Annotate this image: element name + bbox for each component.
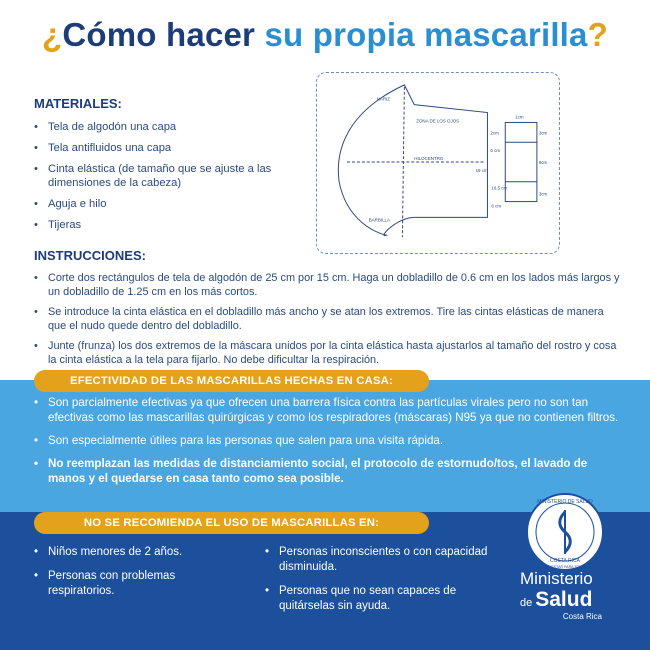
label-m3: 19 cm: [475, 167, 488, 173]
materials-heading: MATERIALES:: [34, 96, 122, 111]
list-item: • Aguja e hilo: [34, 197, 309, 211]
list-item: • Se introduce la cinta elástica en el dobladillo más ancho y se atan los extremos. Tire las cintas elásticas de manera que el nudo quede dentro del dobladillo.: [34, 305, 624, 333]
list-item: • Personas con problemas respiratorios.: [34, 569, 244, 599]
list-item: • Niños menores de 2 años.: [34, 545, 244, 560]
ministry-salud: Salud: [535, 588, 593, 611]
label-m5: 6 cm: [491, 203, 502, 209]
strap-rect: [505, 122, 537, 201]
label-hilocentro: HILOCENTRO: [414, 156, 444, 162]
no-recomienda-list-right: [265, 545, 490, 623]
mask-pattern-diagram: [316, 72, 560, 254]
label-nariz: NARIZ: [376, 96, 390, 102]
efectividad-heading: EFECTIVIDAD DE LAS MASCARILLAS HECHAS EN CASA:: [34, 370, 429, 392]
label-m1: 2cm: [490, 130, 499, 136]
seal-top-text: MINISTERIO DE SALUD: [537, 499, 593, 505]
list-item: • Junte (frunza) los dos extremos de la máscara unidos por la cinta elástica hasta ajustarlos al tamaño del rostro y cosa la cinta elástica a la tela para fijarlo. No debe dificultar la respiración.: [34, 339, 624, 367]
ministry-line-2: [520, 588, 620, 615]
label-barbilla: BARBILLA: [368, 217, 390, 223]
label-m8: 9cm: [538, 159, 548, 165]
label-zona: ZONA DE LOS OJOS: [416, 118, 460, 124]
list-item: • Personas que no sean capaces de quitárselas sin ayuda.: [265, 584, 490, 614]
ministry-country: Costa Rica: [562, 612, 602, 621]
mask-pattern-drawing: [317, 73, 559, 253]
materials-list: [34, 120, 309, 239]
seal-bottom-text: BIENESTAR PARA TODOS: [542, 565, 588, 569]
pattern-outline: [338, 85, 487, 236]
ministry-line-1: Ministerio: [520, 569, 593, 588]
label-m4: 16,5 cm: [491, 185, 508, 191]
ministry-seal-logo: [525, 492, 605, 572]
no-recomienda-heading: NO SE RECOMIENDA EL USO DE MASCARILLAS EN:: [34, 512, 429, 534]
title-close-question: ?: [587, 16, 608, 53]
list-item: • Personas inconscientes o con capacidad disminuida.: [265, 545, 490, 575]
label-m2: 6 cm: [490, 148, 501, 154]
instructions-heading: INSTRUCCIONES:: [34, 248, 146, 263]
title-part-2: su propia mascarilla: [264, 16, 588, 53]
list-item: • Corte dos rectángulos de tela de algodón de 25 cm por 15 cm. Haga un dobladillo de 0.6 cm en los lados más largos y un dobladillo de 1.25 cm en los más cortos.: [34, 271, 624, 299]
list-item: • Tela antifluidos una capa: [34, 141, 309, 155]
page-title: [0, 16, 650, 54]
list-item: • No reemplazan las medidas de distanciamiento social, el protocolo de estornudo/tos, el lavado de manos y el quedarse en casa tanto como sea posible.: [34, 456, 624, 486]
no-recomienda-list-left: [34, 545, 244, 608]
instructions-list: [34, 271, 624, 373]
list-item: • Tijeras: [34, 218, 309, 232]
seal-mid-text: COSTA RICA: [550, 558, 580, 564]
title-part-1: Cómo hacer: [62, 16, 256, 53]
ministry-de: de: [520, 597, 533, 609]
efectividad-list: [34, 395, 624, 494]
list-item: • Tela de algodón una capa: [34, 120, 309, 134]
list-item: • Son especialmente útiles para las personas que salen para una visita rápida.: [34, 433, 624, 448]
list-item: • Son parcialmente efectivas ya que ofrecen una barrera física contra las partículas virales pero no son tan efectivas como las mascarillas quirúrgicas y como los respiradores (máscaras) N95 ya que no contienen filtros.: [34, 395, 624, 425]
label-m7: 3cm: [538, 130, 548, 136]
list-item: • Cinta elástica (de tamaño que se ajuste a las dimensiones de la cabeza): [34, 162, 309, 190]
label-m9: 3cm: [538, 191, 548, 197]
ministry-wordmark: [520, 570, 620, 621]
label-m6: 1cm: [515, 114, 524, 120]
title-open-question: ¿: [42, 16, 63, 53]
